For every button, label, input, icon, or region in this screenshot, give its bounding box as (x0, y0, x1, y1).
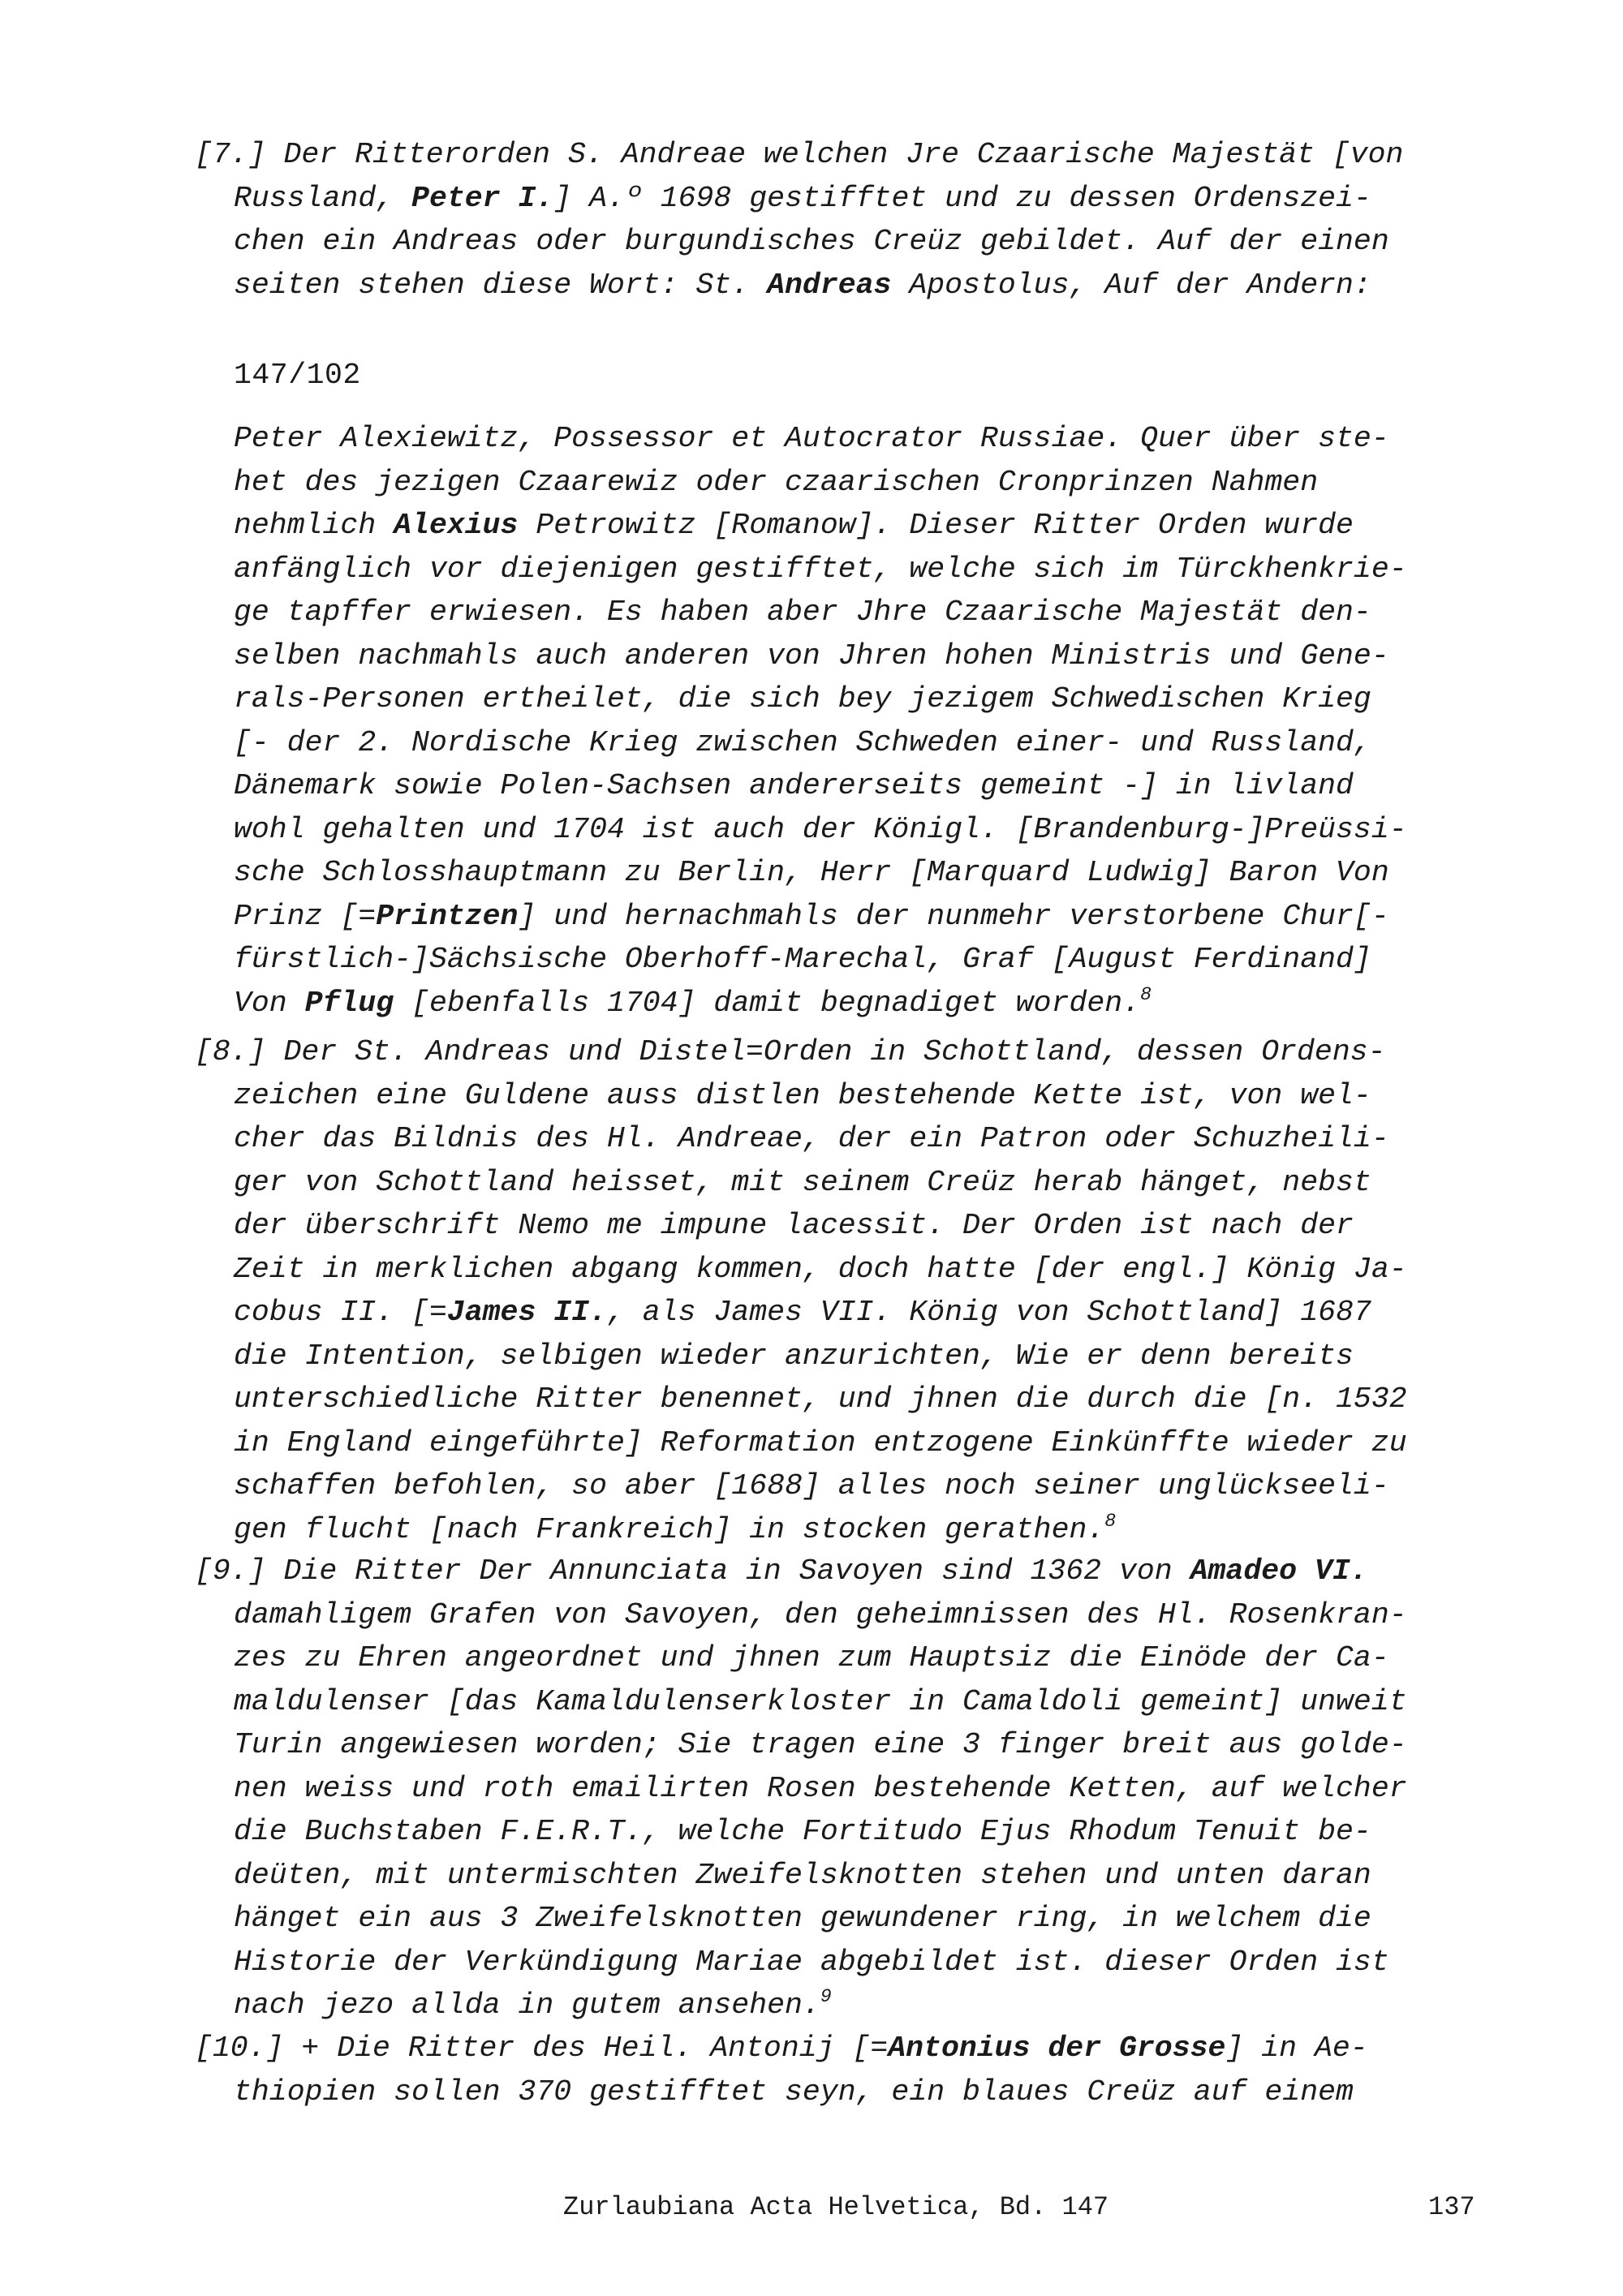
text-line: die Intention, selbigen wieder anzurichten, Wie er denn bereits (234, 1339, 1354, 1373)
entry-7-continuation (234, 417, 1483, 1025)
text-line: nehmlich Alexius Petrowitz [Romanow]. Dieser Ritter Orden wurde (234, 509, 1354, 542)
text-line: [9.] Die Ritter Der Annunciata in Savoyen sind 1362 von Amadeo VI. (195, 1554, 1368, 1588)
text-line: zes zu Ehren angeordnet und jhnen zum Hauptsiz die Einöde der Ca- (234, 1641, 1389, 1675)
text-line: Peter Alexiewitz, Possessor et Autocrator Russiae. Quer über ste- (234, 422, 1389, 455)
page-number: 137 (1428, 2192, 1475, 2222)
bold-name: Printzen (376, 899, 519, 933)
bold-name: James II. (446, 1296, 607, 1329)
text-line: nen weiss und roth emailirten Rosen bestehende Ketten, auf welcher (234, 1771, 1407, 1805)
text-line: gen flucht [nach Frankreich] in stocken gerathen.$^8$ (234, 1510, 1117, 1546)
entry-10 (195, 2027, 1483, 2113)
text-line: der überschrift Nemo me impune lacessit. Der Orden ist nach der (234, 1209, 1354, 1242)
text-line: hänget ein aus 3 Zweifelsknotten gewundener ring, in welchem die (234, 1902, 1371, 1935)
footnote-marker: 8 (1140, 983, 1152, 1005)
entry-8 (195, 1030, 1483, 1551)
text-line: maldulenser [das Kamaldulenserkloster in Camaldoli gemeint] unweit (234, 1684, 1407, 1718)
footnote-marker: 8 (1104, 1510, 1117, 1532)
text-line: Historie der Verkündigung Mariae abgebildet ist. dieser Orden ist (234, 1945, 1389, 1979)
text-line: damahligem Grafen von Savoyen, den geheimnissen des Hl. Rosenkran- (234, 1597, 1407, 1632)
entry-7 (195, 133, 1483, 307)
text-line: Zeit in merklichen abgang kommen, doch hatte [der engl.] König Ja- (234, 1252, 1407, 1286)
text-line: unterschiedliche Ritter benennet, und jhnen die durch die [n. 1532 (234, 1382, 1407, 1416)
text-line: schaffen befohlen, so aber [1688] alles noch seiner unglückseeli- (234, 1469, 1389, 1503)
text-line: wohl gehalten und 1704 ist auch der Königl. [Brandenburg-]Preüssi- (234, 812, 1407, 846)
bold-name: Amadeo VI. (1190, 1554, 1368, 1588)
text-line: ge tapffer erwiesen. Es haben aber Jhre Czaarische Majestät den- (234, 595, 1371, 629)
text-line: zeichen eine Guldene auss distlen bestehende Kette ist, von wel- (234, 1078, 1371, 1112)
text-line: die Buchstaben F.E.R.T., welche Fortitudo Ejus Rhodum Tenuit be- (234, 1815, 1371, 1848)
text-line: fürstlich-]Sächsische Oberhoff-Marechal, Graf [August Ferdinand] (234, 943, 1371, 976)
text-line: Russland, Peter I.] A.º 1698 gestifftet und zu dessen Ordenszei- (234, 181, 1371, 215)
text-line: Turin angewiesen worden; Sie tragen eine 3 finger breit aus golde- (234, 1728, 1407, 1761)
text-line: rals-Personen ertheilet, die sich bey jezigem Schwedischen Krieg (234, 682, 1371, 716)
bold-name: Andreas (767, 268, 892, 302)
footnote-marker: 9 (820, 1986, 832, 2007)
bold-name: Pflug (304, 986, 394, 1020)
text-line: chen ein Andreas oder burgundisches Creüz gebildet. Auf der einen (234, 225, 1389, 258)
text-line: thiopien sollen 370 gestifftet seyn, ein blaues Creüz auf einem (234, 2075, 1354, 2109)
folio-reference: 147/102 (234, 359, 361, 392)
text-line: [- der 2. Nordische Krieg zwischen Schweden einer- und Russland, (234, 725, 1371, 759)
text-line: sche Schlosshauptmann zu Berlin, Herr [Marquard Ludwig] Baron Von (234, 856, 1389, 889)
text-line: Prinz [=Printzen] und hernachmahls der nunmehr verstorbene Chur[- (234, 899, 1389, 933)
text-line: [8.] Der St. Andreas und Distel=Orden in Schottland, dessen Ordens- (195, 1035, 1386, 1068)
text-line: cobus II. [=James II., als James VII. König von Schottland] 1687 (234, 1296, 1371, 1329)
bold-name: Antonius der Grosse (888, 2032, 1226, 2065)
entry-9 (195, 1550, 1483, 2027)
text-line: anfänglich vor diejenigen gestifftet, welche sich im Türckhenkrie- (234, 552, 1407, 586)
text-line: in England eingeführte] Reformation entzogene Einkünffte wieder zu (234, 1425, 1407, 1460)
text-line: seiten stehen diese Wort: St. Andreas Apostolus, Auf der Andern: (234, 268, 1371, 302)
bold-name: Alexius (394, 509, 519, 542)
text-line: [10.] + Die Ritter des Heil. Antonij [=Antonius der Grosse] in Ae- (195, 2032, 1368, 2065)
text-line: Dänemark sowie Polen-Sachsen andererseits gemeint -] in livland (234, 769, 1354, 802)
footer-source: Zurlaubiana Acta Helvetica, Bd. 147 (563, 2192, 1109, 2222)
text-line: Von Pflug [ebenfalls 1704] damit begnadiget worden.$^8$ (234, 983, 1152, 1020)
text-line: nach jezo allda in gutem ansehen.$^9$ (234, 1986, 832, 2022)
text-line: deüten, mit untermischten Zweifelsknotten stehen und unten daran (234, 1858, 1371, 1892)
text-line: [7.] Der Ritterorden S. Andreae welchen Jre Czaarische Majestät [von (195, 138, 1404, 171)
text-line: cher das Bildnis des Hl. Andreae, der ein Patron oder Schuzheili- (234, 1122, 1389, 1155)
text-line: het des jezigen Czaarewiz oder czaarischen Cronprinzen Nahmen (234, 465, 1319, 499)
text-line: selben nachmahls auch anderen von Jhren hohen Ministris und Gene- (234, 638, 1389, 673)
text-line: ger von Schottland heisset, mit seinem Creüz herab hänget, nebst (234, 1165, 1371, 1199)
bold-name: Peter I. (411, 181, 554, 215)
